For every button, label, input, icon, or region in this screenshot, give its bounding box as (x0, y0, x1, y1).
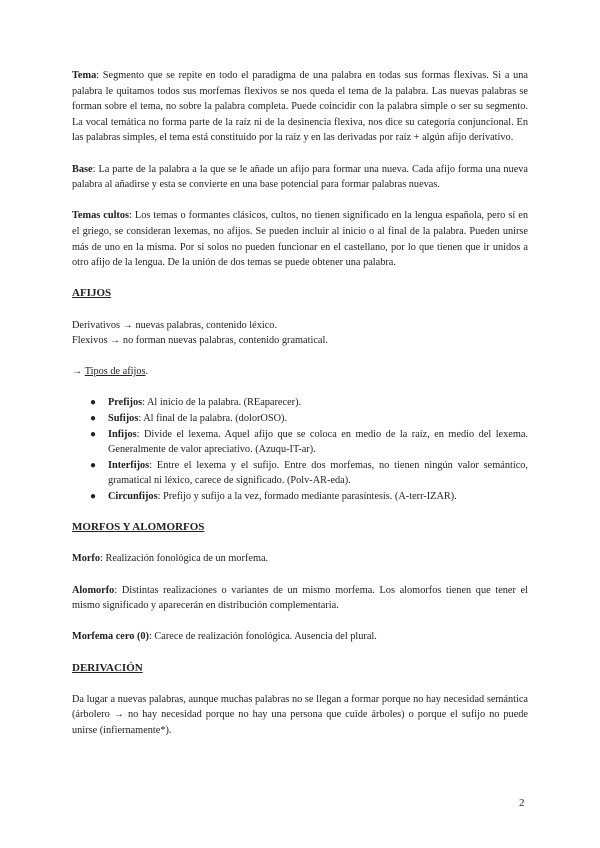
definition-alomorfo: : Distintas realizaciones o variantes de un mismo morfema. Los alomorfos tienen que tener el mismo significado y aparecerán en distribución complementaria. (72, 584, 528, 612)
term-interfijos: Interfijos (108, 459, 150, 471)
bullet-icon: ● (90, 491, 97, 503)
definition-circunfijos: : Prefijo y sufijo a la vez, formado mediante parasíntesis. (A-terr-IZAR). (157, 491, 457, 503)
definition-prefijos: : Al inicio de la palabra. (REaparecer). (142, 397, 302, 409)
list-item-interfijos (72, 458, 528, 489)
list-item-infijos (72, 427, 528, 458)
list-item-sufijos (72, 411, 528, 427)
paragraph-alomorfo (72, 583, 528, 614)
term-infijos: Infijos (108, 428, 137, 440)
term-temas-cultos: Temas cultos (72, 210, 130, 222)
definition-interfijos: : Entre el lexema y el sufijo. Entre dos morfemas, no tienen ningún valor semántico, gramatical ni léxico, carece de significado. (Polv-AR-eda). (108, 459, 528, 487)
term-prefijos: Prefijos (108, 397, 143, 409)
paragraph-base (72, 162, 528, 193)
term-sufijos: Sufijos (108, 413, 139, 425)
page-content (72, 68, 528, 739)
definition-sufijos: : Al final de la palabra. (dolorOSO). (138, 413, 288, 425)
paragraph-derivacion: Da lugar a nuevas palabras, aunque muchas palabras no se llegan a formar porque no hay necesidad semántica (árbolero → no hay necesidad porque no hay una persona que cuide árboles) o porque el sufijo no puede unirse (infiernamente*). (72, 693, 528, 736)
heading-derivacion: DERIVACIÓN (72, 661, 143, 674)
tipos-de-afijos-label: Tipos de afijos (84, 366, 146, 378)
list-item-prefijos (72, 395, 528, 411)
afijos-list (72, 395, 528, 504)
paragraph-morfo (72, 551, 528, 567)
arrow-icon: → (72, 366, 85, 378)
definition-tema: : Segmento que se repite en todo el paradigma de una palabra en todas sus formas flexivas. Si a una palabra le quitamos todos sus morfemas flexivos se nos queda el tema de la palabra. Las nuevas palabras se forman sobre el tema, no sobre la palabra completa. Puede coincidir con la palabra simple o ser su segmento. La vocal temática no forma parte de la raíz ni de la desinencia flexiva, nos dice su categoría conjuncional. En las palabras simples, el tema está constituido por la raíz y en las derivadas por raíz + algún afijo derivativo. (72, 70, 528, 144)
term-morfo: Morfo (72, 553, 101, 565)
term-circunfijos: Circunfijos (108, 491, 158, 503)
term-tema: Tema (72, 70, 97, 81)
definition-morfema-cero: : Carece de realización fonológica. Ausencia del plural. (149, 631, 377, 643)
bullet-icon: ● (90, 428, 97, 440)
term-base: Base (72, 163, 93, 175)
page-number: 2 (519, 797, 525, 809)
tipos-de-afijos-end: . (145, 366, 149, 378)
definition-infijos: : Divide el lexema. Aquel afijo que se coloca en medio de la raíz, en medio del lexema. Generalmente de valor apreciativo. (Azuqu-IT-ar). (108, 428, 528, 456)
paragraph-temas-cultos (72, 208, 528, 270)
definition-base: : La parte de la palabra a la que se le añade un afijo para formar una nueva. Cada afijo forma una nueva palabra al añadirse y esta se convierte en una base potencial para formar palabras nuevas. (72, 163, 528, 191)
term-morfema-cero: Morfema cero (0) (72, 631, 149, 643)
list-item-circunfijos (72, 489, 528, 505)
term-alomorfo: Alomorfo (72, 584, 115, 596)
definition-temas-cultos: : Los temas o formantes clásicos, cultos, no tienen significado en la lengua española, pero sí en el griego, se consideran lexemas, no afijos. Se pueden incluir al inicio o al final de la palabra. Pueden unirse más de uno en la misma. Por sí solos no pueden funcionar en el castellano, por lo que tienen que ir unidos a otro afijo de la lengua. De la unión de dos temas se puede obtener una palabra. (72, 210, 528, 269)
bullet-icon: ● (90, 413, 97, 425)
paragraph-morfema-cero (72, 629, 528, 645)
heading-morfos-y-alomorfos: MORFOS Y ALOMORFOS (72, 521, 205, 534)
bullet-icon: ● (90, 397, 97, 409)
paragraph-tema (72, 68, 528, 146)
tipos-de-afijos-title (72, 364, 528, 380)
definition-morfo: : Realización fonológica de un morfema. (100, 553, 269, 565)
bullet-icon: ● (90, 459, 97, 471)
afijos-flexivos-line: Flexivos → no forman nuevas palabras, contenido gramatical. (72, 335, 328, 347)
heading-afijos: AFIJOS (72, 287, 112, 300)
afijos-derivativos-line: Derivativos → nuevas palabras, contenido léxico. (72, 319, 278, 331)
